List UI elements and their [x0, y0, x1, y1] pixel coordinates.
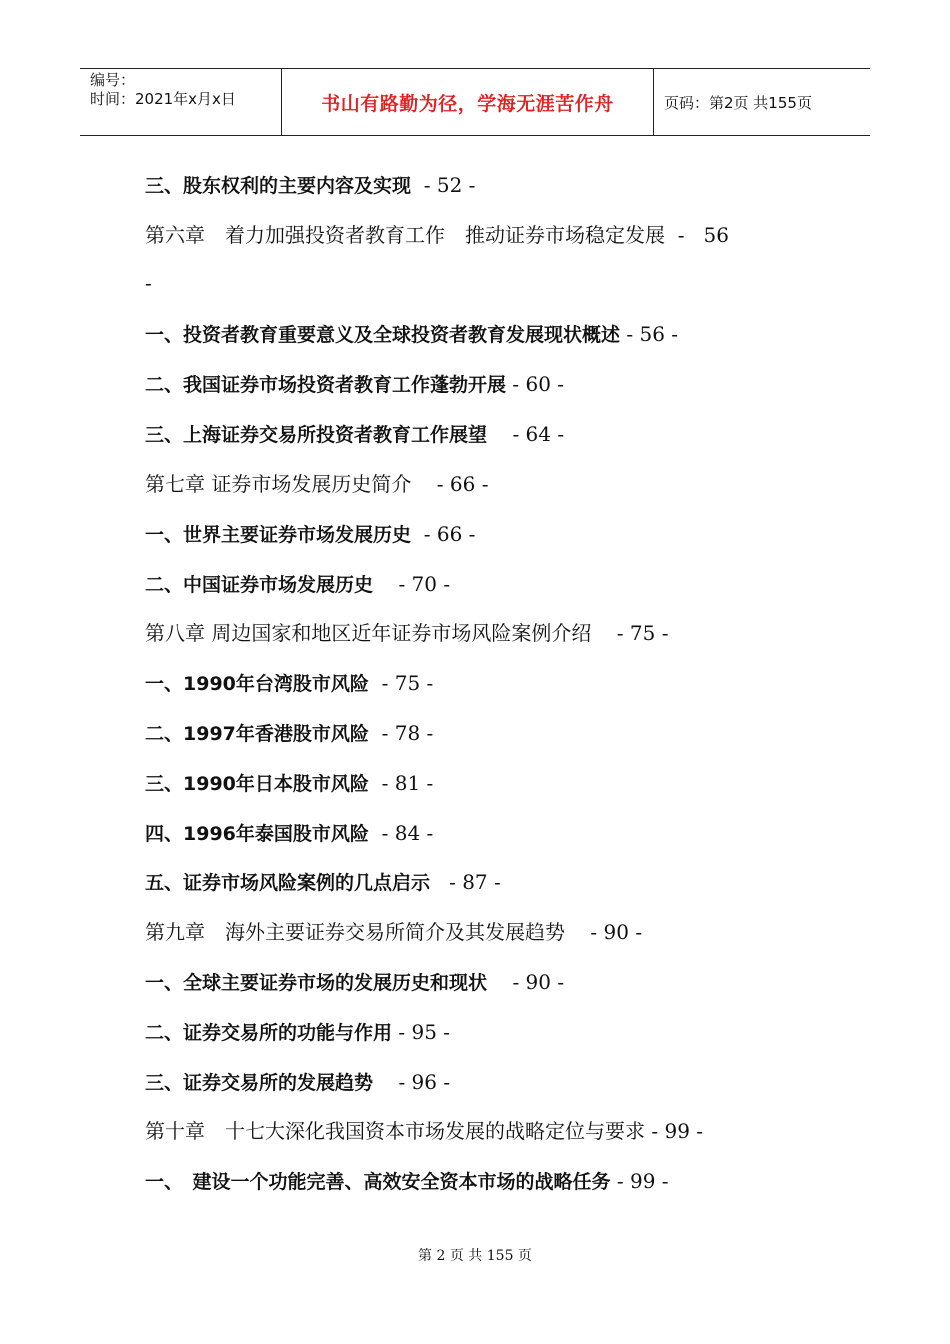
toc-entry[interactable]	[145, 919, 642, 945]
toc-title: 第十章 十七大深化我国资本市场发展的战略定位与要求	[145, 1119, 645, 1143]
toc-entry[interactable]	[145, 770, 433, 797]
toc-page: - 78 -	[368, 721, 434, 745]
toc-title: 三、证券交易所的发展趋势	[145, 1072, 374, 1094]
toc-page: - 99 -	[610, 1169, 669, 1193]
toc-entry[interactable]	[145, 471, 488, 497]
toc-page: - 56 -	[620, 322, 679, 346]
toc-entry[interactable]	[145, 720, 433, 747]
toc-entry[interactable]	[145, 222, 729, 248]
toc-page: - 52 -	[411, 173, 476, 197]
toc-title: 一、1990年台湾股市风险	[145, 673, 369, 695]
toc-page: - 66 -	[411, 522, 476, 546]
toc-entry[interactable]	[145, 521, 475, 548]
toc-title: -	[145, 271, 152, 295]
toc-title: 第九章 海外主要证券交易所简介及其发展趋势	[145, 920, 565, 944]
toc-title: 三、1990年日本股市风险	[145, 773, 369, 795]
toc-title: 二、证券交易所的功能与作用	[145, 1022, 393, 1044]
toc-page: - 75 -	[591, 621, 669, 645]
toc-entry[interactable]	[145, 869, 501, 896]
toc-entry[interactable]	[145, 371, 564, 398]
page-footer: 第 2 页 共 155 页	[418, 1248, 532, 1264]
toc-entry[interactable]	[145, 1118, 703, 1144]
toc-page: - 66 -	[411, 472, 489, 496]
toc-entry[interactable]	[145, 969, 564, 996]
toc-title: 二、中国证券市场发展历史	[145, 574, 374, 596]
toc-title: 五、证券市场风险案例的几点启示	[145, 872, 431, 894]
toc-title: 三、股东权利的主要内容及实现	[145, 175, 412, 197]
toc-title: 一、投资者教育重要意义及全球投资者教育发展现状概述	[145, 324, 621, 346]
toc-entry[interactable]	[145, 172, 475, 199]
toc-page: - 60 -	[506, 372, 565, 396]
toc-entry[interactable]	[145, 670, 433, 697]
toc-title: 二、1997年香港股市风险	[145, 723, 369, 745]
time-label: 时间：2021年x月x日	[90, 90, 236, 108]
toc-title: 三、上海证券交易所投资者教育工作展望	[145, 424, 488, 446]
toc-page: - 70 -	[373, 572, 451, 596]
toc-page: - 99 -	[645, 1119, 704, 1143]
toc-entry[interactable]	[145, 1168, 669, 1195]
toc-page: - 87 -	[430, 870, 501, 894]
toc-page: - 56	[665, 223, 729, 247]
toc-title: 一、 建设一个功能完善、高效安全资本市场的战略任务	[145, 1171, 611, 1193]
toc-entry[interactable]	[145, 620, 668, 646]
header-motto: 书山有路勤为径，学海无涯苦作舟	[282, 69, 654, 135]
toc-page: - 96 -	[373, 1070, 451, 1094]
toc-page: - 75 -	[368, 671, 434, 695]
toc-entry[interactable]	[145, 571, 450, 598]
toc-page: - 95 -	[392, 1020, 451, 1044]
header-page-info: 页码：第2页 共155页	[664, 93, 812, 112]
toc-page: - 64 -	[487, 422, 565, 446]
toc-title: 一、全球主要证券市场的发展历史和现状	[145, 972, 488, 994]
toc-entry[interactable]	[145, 820, 433, 847]
toc-page: - 84 -	[368, 821, 434, 845]
number-label: 编号：	[90, 71, 136, 89]
page-header	[80, 68, 870, 136]
toc-title: 四、1996年泰国股市风险	[145, 823, 369, 845]
toc-title: 第八章 周边国家和地区近年证券市场风险案例介绍	[145, 621, 592, 645]
toc-entry[interactable]	[145, 1019, 450, 1046]
toc-page: - 81 -	[368, 771, 434, 795]
toc-title: 一、世界主要证券市场发展历史	[145, 524, 412, 546]
header-meta	[80, 69, 282, 135]
toc-page: - 90 -	[565, 920, 643, 944]
toc-title: 第六章 着力加强投资者教育工作 推动证券市场稳定发展	[145, 223, 665, 247]
toc-title: 二、我国证券市场投资者教育工作蓬勃开展	[145, 374, 507, 396]
toc-entry[interactable]	[145, 1069, 450, 1096]
toc-entry[interactable]	[145, 321, 678, 348]
toc-entry	[145, 270, 152, 296]
toc-page: - 90 -	[487, 970, 565, 994]
toc-title: 第七章 证券市场发展历史简介	[145, 472, 412, 496]
toc-entry[interactable]	[145, 421, 564, 448]
